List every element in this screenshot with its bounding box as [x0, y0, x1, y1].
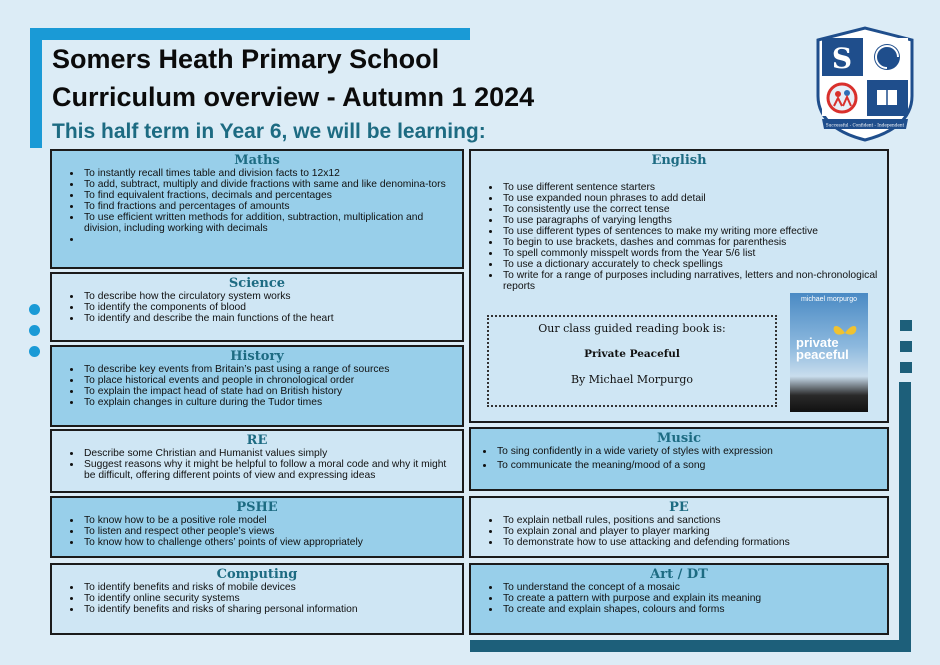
school-name: Somers Heath Primary School [52, 44, 440, 74]
crest-motto: Successful - Confident - Independent [825, 122, 905, 128]
maths-heading: Maths [234, 153, 280, 168]
art-dt-heading: Art / DT [650, 567, 708, 582]
list-item: • To find equivalent fractions, decimals and percentages [82, 190, 456, 201]
list-item: • To find fractions and percentages of amounts [82, 201, 456, 212]
decorative-dot [29, 304, 40, 315]
list-item: • To identify online security systems [82, 593, 456, 604]
list-item: • To describe key events from Britain’s past using a range of sources [82, 364, 456, 375]
music-section [469, 427, 889, 491]
decorative-dot [29, 325, 40, 336]
list-item: • To use a dictionary accurately to check spellings [501, 259, 881, 270]
maths-section [50, 149, 464, 269]
decorative-square [900, 320, 912, 331]
list-item: • Suggest reasons why it might be helpful to follow a moral code and why it might be difficult, offering different points of view and expressing ideas [82, 459, 456, 481]
list-item [82, 234, 456, 245]
svg-text:S: S [831, 42, 853, 75]
cover-author: michael morpurgo [800, 296, 858, 303]
list-item: • To create and explain shapes, colours and forms [501, 604, 881, 615]
list-item: • To identify benefits and risks of sharing personal information [82, 604, 456, 615]
decorative-bar-bottom [470, 640, 911, 652]
list-item: • To explain changes in culture during the Tudor times [82, 397, 456, 408]
list-item: • To identify the components of blood [82, 302, 456, 313]
music-list [477, 446, 881, 471]
history-list [58, 364, 456, 408]
book-cover-image [790, 293, 868, 412]
list-item: • To know how to be a positive role model [82, 515, 456, 526]
page-title: Curriculum overview - Autumn 1 2024 [52, 82, 535, 112]
list-item: • To listen and respect other people’s views [82, 526, 456, 537]
list-item: • To place historical events and people in chronological order [82, 375, 456, 386]
decorative-bar-left [30, 28, 42, 148]
list-item: • To add, subtract, multiply and divide fractions with same and like denomina-tors [82, 179, 456, 190]
list-item: • To know how to challenge others’ points of view appropriately [82, 537, 456, 548]
decorative-dot [29, 346, 40, 357]
page-subtitle: This half term in Year 6, we will be learning: [52, 120, 486, 143]
english-list [477, 182, 881, 292]
guided-reading-box [487, 315, 777, 407]
decorative-square [900, 362, 912, 373]
list-item: • To explain zonal and player to player marking [501, 526, 881, 537]
list-item: • To create a pattern with purpose and explain its meaning [501, 593, 881, 604]
list-item: • To describe how the circulatory system works [82, 291, 456, 302]
pshe-heading: PSHE [236, 500, 278, 515]
history-section [50, 345, 464, 427]
list-item: • To use expanded noun phrases to add detail [501, 193, 881, 204]
list-item: • To sing confidently in a wide variety of styles with expression [495, 446, 881, 457]
pshe-list [58, 515, 456, 548]
pshe-section [50, 496, 464, 558]
reading-book-author: By Michael Morpurgo [570, 373, 694, 386]
list-item: • To explain the impact head of state had on British history [82, 386, 456, 397]
decorative-square [900, 341, 912, 352]
science-list [58, 291, 456, 324]
reading-intro: Our class guided reading book is: [538, 322, 726, 335]
pe-heading: PE [669, 500, 689, 515]
maths-list [58, 168, 456, 245]
cover-title: private peaceful [796, 335, 849, 362]
computing-section [50, 563, 464, 635]
list-item: • To instantly recall times table and division facts to 12x12 [82, 168, 456, 179]
list-item: • To identify and describe the main functions of the heart [82, 313, 456, 324]
english-heading: English [651, 153, 707, 168]
list-item: • To spell commonly misspelt words from the Year 5/6 list [501, 248, 881, 259]
list-item: • To demonstrate how to use attacking and defending formations [501, 537, 881, 548]
computing-list [58, 582, 456, 615]
re-section [50, 429, 464, 493]
reading-book-title: Private Peaceful [584, 348, 680, 360]
art-dt-section [469, 563, 889, 635]
list-item: • To communicate the meaning/mood of a song [495, 460, 881, 471]
decorative-bar-right [899, 382, 911, 652]
art-dt-list [477, 582, 881, 615]
computing-heading: Computing [216, 567, 298, 582]
list-item: • To write for a range of purposes including narratives, letters and non-chronological reports [501, 270, 881, 292]
decorative-bar-top [30, 28, 470, 40]
school-crest-logo [814, 26, 916, 142]
list-item: • To understand the concept of a mosaic [501, 582, 881, 593]
list-item: • To consistently use the correct tense [501, 204, 881, 215]
re-list [58, 448, 456, 481]
pe-section [469, 496, 889, 558]
science-heading: Science [228, 276, 286, 291]
list-item: • To use efficient written methods for addition, subtraction, multiplication and division, including working with decimals [82, 212, 456, 234]
music-heading: Music [656, 431, 701, 446]
science-section [50, 272, 464, 342]
list-item: • To explain netball rules, positions and sanctions [501, 515, 881, 526]
list-item: • To use different sentence starters [501, 182, 881, 193]
list-item: • To use paragraphs of varying lengths [501, 215, 881, 226]
list-item: • To begin to use brackets, dashes and commas for parenthesis [501, 237, 881, 248]
list-item: • To identify benefits and risks of mobile devices [82, 582, 456, 593]
pe-list [477, 515, 881, 548]
list-item: • Describe some Christian and Humanist values simply [82, 448, 456, 459]
re-heading: RE [246, 433, 268, 448]
list-item: • To use different types of sentences to make my writing more effective [501, 226, 881, 237]
history-heading: History [230, 349, 284, 364]
